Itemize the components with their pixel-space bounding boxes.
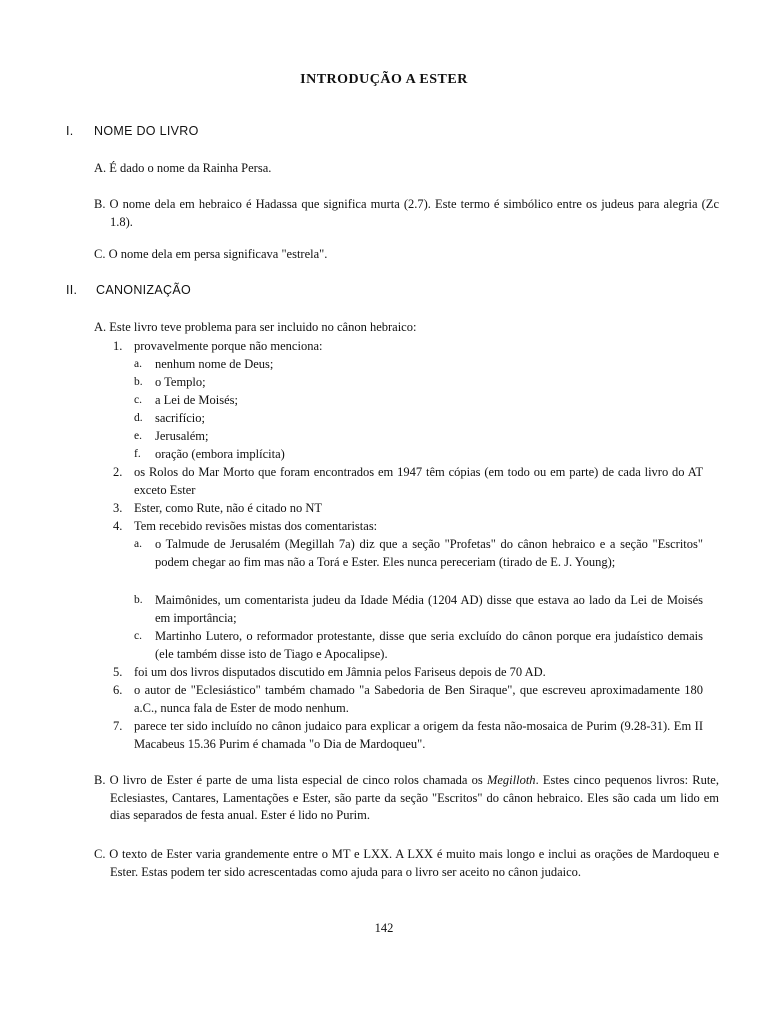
- page-number: 142: [374, 921, 394, 935]
- list-number: f.: [134, 448, 141, 460]
- list-text: o autor de "Eclesiástico" também chamado "a Sabedoria de Ben Siraque", que escreveu aproximadamente 180 a.C., nunca fala de Ester de modo nenhum.: [134, 683, 703, 715]
- section-2-title: CANONIZAÇÃO: [96, 283, 191, 297]
- list-number: 3.: [113, 501, 123, 515]
- section-1-title: NOME DO LIVRO: [94, 124, 199, 138]
- list-text: sacrifício;: [155, 411, 205, 425]
- page-title: INTRODUÇÃO A ESTER: [300, 72, 468, 87]
- list-text: oração (embora implícita): [155, 447, 285, 461]
- item-b-text-start: B. O livro de Ester é parte de uma lista especial de cinco rolos chamada os: [94, 773, 487, 787]
- list-text: a Lei de Moisés;: [155, 393, 238, 407]
- list-number: 7.: [113, 719, 123, 733]
- item-b-text-end: . Estes cinco pequenos livros: Rute, Eclesiastes, Cantares, Lamentações e Ester, são parte da seção "Escritos" do cânon hebraico. Eles são cada um lido em dias separados de festa anual. Ester é lido no Purim.: [110, 773, 719, 822]
- list-text: Tem recebido revisões mistas dos comentaristas:: [134, 519, 378, 533]
- section-2-item-a-intro: A. Este livro teve problema para ser incluido no cânon hebraico:: [94, 320, 417, 334]
- list-number: 2.: [113, 465, 123, 479]
- list-number: 5.: [113, 665, 123, 679]
- section-2-item-c: C. O texto de Ester varia grandemente entre o MT e LXX. A LXX é muito mais longo e inclui as orações de Mardoqueu e Ester. Estas podem ter sido acrescentadas como ajuda para o livro ser aceito no cânon judaico.: [94, 847, 719, 879]
- section-1-item-c: C. O nome dela em persa significava "estrela".: [94, 247, 328, 261]
- list-number: 4.: [113, 519, 123, 533]
- list-text: Martinho Lutero, o reformador protestante, disse que seria excluído do cânon porque era judaístico demais (ele também disse isto de Tiago e Apocalipse).: [155, 629, 703, 661]
- list-number: b.: [134, 594, 143, 606]
- list-text: Maimônides, um comentarista judeu da Idade Média (1204 AD) disse que estava ao lado da Lei de Moisés em importância;: [155, 593, 703, 625]
- list-number: 1.: [113, 339, 123, 353]
- list-number: c.: [134, 394, 142, 406]
- list-number: d.: [134, 412, 143, 424]
- section-1-item-b: B. O nome dela em hebraico é Hadassa que significa murta (2.7). Este termo é simbólico entre os judeus para alegria (Zc 1.8).: [94, 197, 719, 229]
- section-2-item-b: [94, 772, 719, 825]
- list-text: o Templo;: [155, 375, 206, 389]
- section-1-number: I.: [66, 124, 74, 138]
- list-text: provavelmente porque não menciona:: [134, 339, 323, 353]
- section-1-item-a: A. É dado o nome da Rainha Persa.: [94, 161, 272, 175]
- list-number: b.: [134, 376, 143, 388]
- list-text: parece ter sido incluído no cânon judaico para explicar a origem da festa não-mosaica de Purim (9.28-31). Em II Macabeus 15.36 Purim é chamada "o Dia de Mardoqueu".: [134, 719, 703, 751]
- list-text: foi um dos livros disputados discutido em Jâmnia pelos Fariseus depois de 70 AD.: [134, 665, 546, 679]
- list-text: Jerusalém;: [155, 429, 209, 443]
- list-number: c.: [134, 630, 142, 642]
- list-number: 6.: [113, 683, 123, 697]
- list-number: a.: [134, 538, 142, 550]
- list-text: nenhum nome de Deus;: [155, 357, 274, 371]
- list-text: o Talmude de Jerusalém (Megillah 7a) diz que a seção "Profetas" do cânon hebraico e a seção "Escritos" podem chegar ao fim mas não a Torá e Ester. Eles nunca pereceriam (tirado de E. J. Young);: [155, 537, 703, 569]
- list-number: e.: [134, 430, 142, 442]
- list-text: Ester, como Rute, não é citado no NT: [134, 501, 322, 515]
- list-text: os Rolos do Mar Morto que foram encontrados em 1947 têm cópias (em todo ou em parte) de cada livro do AT exceto Ester: [134, 465, 703, 497]
- item-b-italic-term: Megilloth: [486, 773, 536, 787]
- list-number: a.: [134, 358, 142, 370]
- section-2-number: II.: [66, 283, 78, 297]
